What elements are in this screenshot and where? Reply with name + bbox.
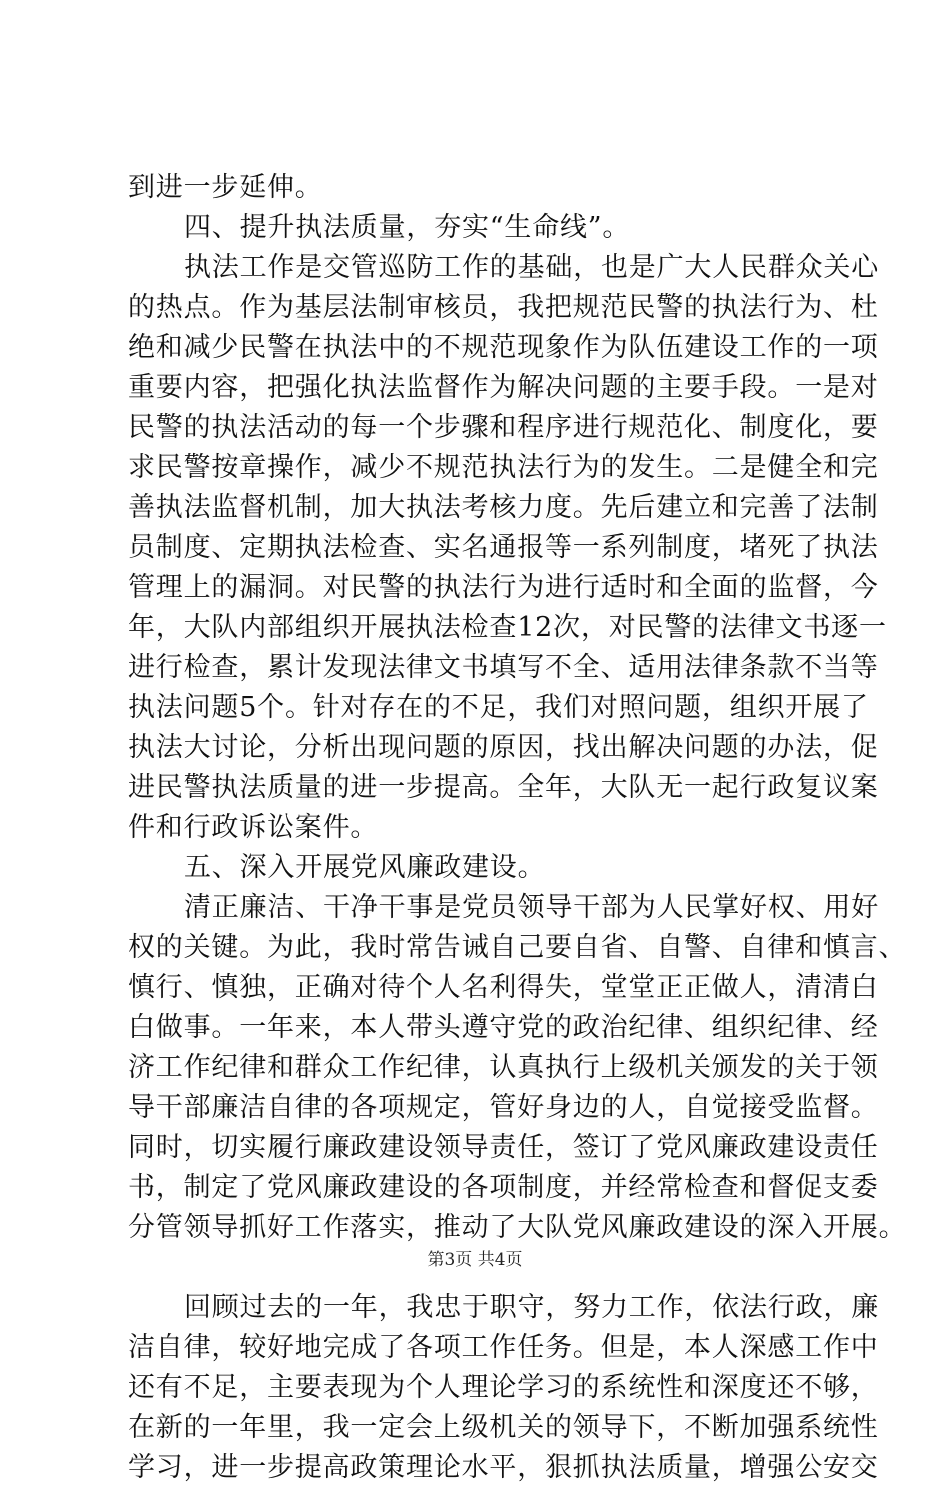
text-line: 在新的一年里，我一定会上级机关的领导下，不断加强系统性 [128,1412,879,1443]
text-line: 善执法监督机制，加大执法考核力度。先后建立和完善了法制 [128,492,879,523]
text-line: 执法问题5个。针对存在的不足，我们对照问题，组织开展了 [128,692,869,723]
text-line: 权的关键。为此，我时常告诫自己要自省、自警、自律和慎言、 [128,932,907,963]
document-body [128,168,907,1488]
text-line: 管理上的漏洞。对民警的执法行为进行适时和全面的监督，今 [128,572,879,603]
text-line: 回顾过去的一年，我忠于职守，努力工作，依法行政，廉 [184,1292,879,1323]
text-line: 的热点。作为基层法制审核员，我把规范民警的执法行为、杜 [128,292,879,323]
text-line: 济工作纪律和群众工作纪律，认真执行上级机关颁发的关于领 [128,1052,879,1083]
text-line: 还有不足，主要表现为个人理论学习的系统性和深度还不够， [128,1372,879,1403]
text-line: 进行检查，累计发现法律文书填写不全、适用法律条款不当等 [128,652,879,683]
text-line: 年，大队内部组织开展执法检查12次，对民警的法律文书逐一 [128,612,887,643]
text-line: 书，制定了党风廉政建设的各项制度，并经常检查和督促支委 [128,1172,879,1203]
text-line: 重要内容，把强化执法监督作为解决问题的主要手段。一是对 [128,372,879,403]
text-line: 学习，进一步提高政策理论水平，狠抓执法质量，增强公安交 [128,1452,879,1483]
text-line: 白做事。一年来，本人带头遵守党的政治纪律、组织纪律、经 [128,1012,879,1043]
text-line: 分管领导抓好工作落实，推动了大队党风廉政建设的深入开展。 [128,1212,907,1243]
text-line: 洁自律，较好地完成了各项工作任务。但是，本人深感工作中 [128,1332,879,1363]
text-line: 清正廉洁、干净干事是党员领导干部为人民掌好权、用好 [184,892,879,923]
text-line: 件和行政诉讼案件。 [128,812,379,843]
text-line: 民警的执法活动的每一个步骤和程序进行规范化、制度化，要 [128,412,879,443]
text-line: 到进一步延伸。 [128,172,323,203]
text-line: 员制度、定期执法检查、实名通报等一系列制度，堵死了执法 [128,532,879,563]
text-line: 导干部廉洁自律的各项规定，管好身边的人，自觉接受监督。 [128,1092,879,1123]
text-line: 慎行、慎独，正确对待个人名利得失，堂堂正正做人，清清白 [128,972,879,1003]
text-line: 绝和减少民警在执法中的不规范现象作为队伍建设工作的一项 [128,332,879,363]
text-line: 同时，切实履行廉政建设领导责任，签订了党风廉政建设责任 [128,1132,879,1163]
text-line: 求民警按章操作，减少不规范执法行为的发生。二是健全和完 [128,452,879,483]
text-line: 执法大讨论，分析出现问题的原因，找出解决问题的办法，促 [128,732,879,763]
text-line: 进民警执法质量的进一步提高。全年，大队无一起行政复议案 [128,772,879,803]
text-line: 执法工作是交管巡防工作的基础，也是广大人民群众关心 [184,252,879,283]
page-number-footer: 第3页 共4页 [427,1250,523,1270]
text-line: 四、提升执法质量，夯实“生命线”。 [184,212,631,243]
text-line: 五、深入开展党风廉政建设。 [184,852,546,883]
